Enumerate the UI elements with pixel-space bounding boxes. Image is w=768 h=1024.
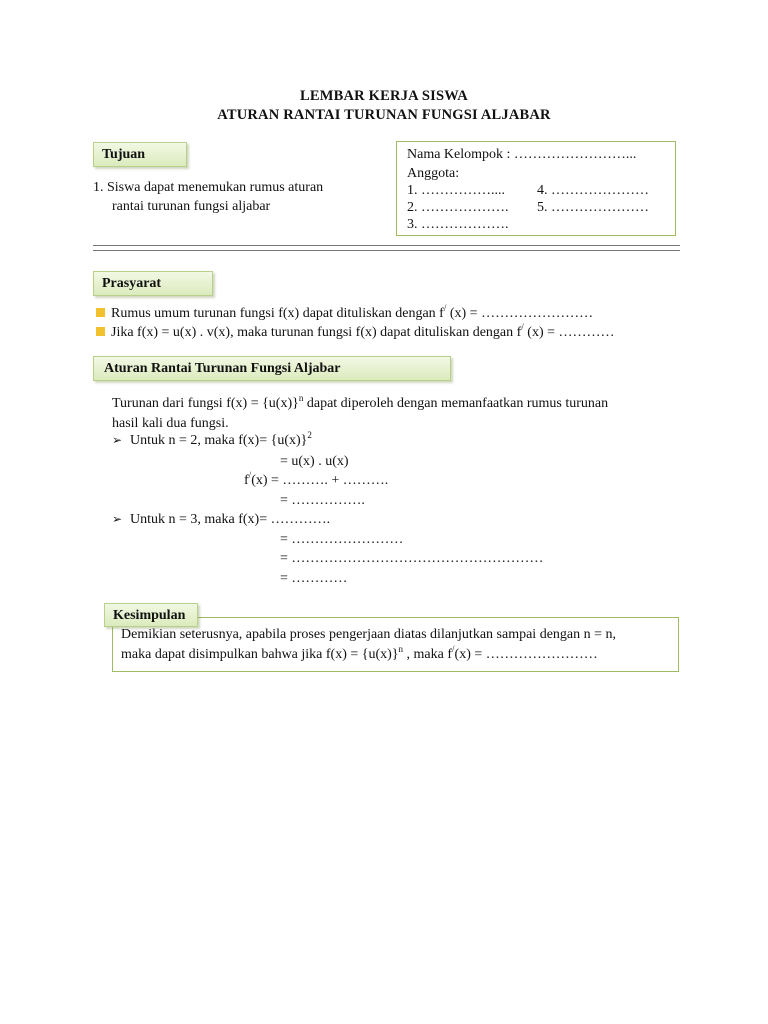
- title-line-1: LEMBAR KERJA SISWA: [300, 88, 468, 104]
- kesimpulan-label: Kesimpulan: [104, 603, 198, 627]
- title-line-2: ATURAN RANTAI TURUNAN FUNGSI ALJABAR: [217, 107, 551, 123]
- tujuan-label: Tujuan: [93, 142, 187, 167]
- group-info-box: [396, 141, 676, 236]
- aturan-intro-line-2: hasil kali dua fungsi.: [112, 416, 229, 431]
- case-n3-step-2: = ………………………………………………: [280, 551, 544, 566]
- case-n2-step-3: = …………….: [280, 493, 365, 508]
- aturan-label: Aturan Rantai Turunan Fungsi Aljabar: [93, 356, 451, 381]
- divider-top: [93, 245, 680, 246]
- member-1: 1. ……………....: [407, 183, 505, 198]
- member-2: 2. ……………….: [407, 200, 509, 215]
- prasyarat-bullet-2: Jika f(x) = u(x) . v(x), maka turunan fungsi f(x) dapat dituliskan dengan f/ (x) = …………: [96, 325, 615, 341]
- prasyarat-label: Prasyarat: [93, 271, 213, 296]
- case-n3-step-3: = …………: [280, 571, 348, 586]
- arrow-bullet-icon: ➢: [112, 512, 123, 526]
- member-3: 3. ……………….: [407, 217, 509, 232]
- bullet-square-icon: [96, 308, 105, 317]
- arrow-bullet-icon: ➢: [112, 433, 123, 447]
- member-5: 5. …………………: [537, 200, 649, 215]
- group-name-field: Nama Kelompok : ……………………...: [407, 147, 637, 162]
- case-n2-derivative: f/(x) = ………. + ……….: [244, 470, 389, 488]
- divider-bottom: [93, 250, 680, 251]
- tujuan-item-1-line-1: 1. Siswa dapat menemukan rumus aturan: [93, 180, 324, 195]
- kesimpulan-line-1: Demikian seterusnya, apabila proses pengerjaan diatas dilanjutkan sampai dengan n = n,: [121, 627, 617, 642]
- case-n3: ➢ Untuk n = 3, maka f(x)= ………….: [112, 512, 331, 527]
- case-n3-step-1: = ……………………: [280, 532, 404, 547]
- members-label: Anggota:: [407, 166, 460, 181]
- case-n2-step-1: = u(x) . u(x): [280, 454, 349, 469]
- kesimpulan-line-2: maka dapat disimpulkan bahwa jika $f(x) = \{u(x)\}^n$ , maka f/(x) = ……………………: [121, 644, 598, 662]
- bullet-square-icon: [96, 327, 105, 336]
- tujuan-item-1-line-2: rantai turunan fungsi aljabar: [112, 199, 271, 214]
- prasyarat-bullet-1: Rumus umum turunan fungsi f(x) dapat dituliskan dengan f/ (x) = ……………………: [96, 306, 593, 322]
- case-n2: ➢ Untuk n = 2, maka $f(x)= \{u(x)\}^2$: [112, 430, 312, 448]
- member-4: 4. …………………: [537, 183, 649, 198]
- aturan-intro-line-1: Turunan dari fungsi $f(x) = \{u(x)\}^n$ dapat diperoleh dengan memanfaatkan rumus turunan: [112, 393, 609, 411]
